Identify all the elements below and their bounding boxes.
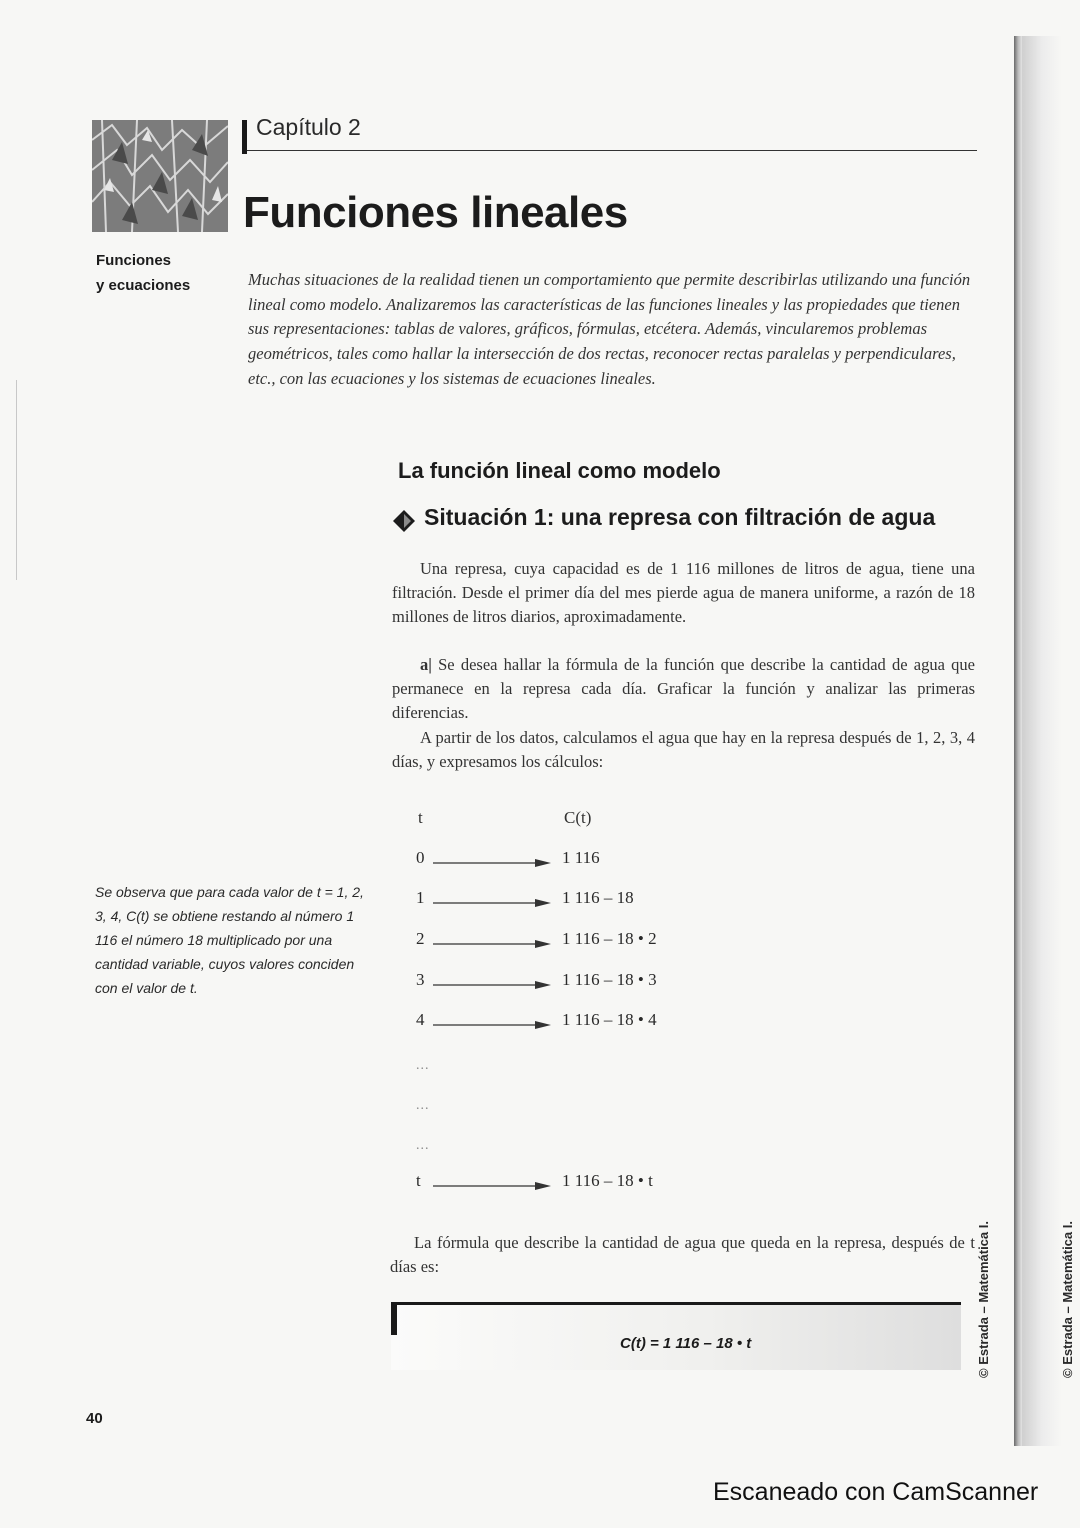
formula: C(t) = 1 116 – 18 • t (620, 1335, 752, 1352)
section-heading: La función lineal como modelo (398, 458, 721, 483)
ellipsis: ... (416, 1138, 430, 1153)
arrow-right-icon (433, 940, 551, 948)
table-row (0, 1010, 700, 1034)
row-t-value: 1 (416, 888, 425, 907)
situation-title: Situación 1: una represa con filtración de agua (424, 504, 936, 530)
page-edge-gradient (1022, 36, 1062, 1446)
chapter-title: Funciones lineales (243, 188, 628, 237)
page-edge-shadow (1014, 36, 1022, 1446)
arrow-right-icon (433, 859, 551, 867)
sidenote: Se observa que para cada valor de t = 1, 2, 3, 4, C(t) se obtiene restando al número 1 116 el número 18 multiplicado por una cantidad variable, cuyos valores conciden con el valor de t. (95, 884, 364, 996)
row-c-value: 1 116 (562, 848, 600, 867)
vertical-credit: © Estrada – Matemática I. (976, 1221, 991, 1378)
row-c-value: 1 116 – 18 (562, 888, 634, 907)
tessellation-artwork-icon (92, 120, 228, 232)
chapter-rule (247, 150, 977, 151)
side-topic-line-1: Funciones (96, 252, 172, 269)
arrow-right-icon (433, 981, 551, 989)
side-topic (96, 248, 190, 298)
paragraph-formula-intro: La fórmula que describe la cantidad de agua que queda en la represa, después de t días es: (390, 1233, 975, 1276)
side-topic-line-2: y ecuaciones (96, 277, 191, 294)
formula-box-top-rule (391, 1302, 961, 1305)
item-letter: a| (420, 655, 432, 674)
paragraph-calculation-intro: A partir de los datos, calculamos el agua que hay en la represa después de 1, 2, 3, 4 días, y expresamos los cálculos: (392, 728, 975, 771)
row-c-value: 1 116 – 18 • t (562, 1171, 653, 1190)
formula-box-left-rule (391, 1302, 397, 1335)
row-t-value: 4 (416, 1010, 425, 1029)
intro-paragraph: Muchas situaciones de la realidad tienen un comportamiento que permite describirlas utilizando una función lineal como modelo. Analizaremos las características de las funciones lineales y las propiedades que tienen sus representaciones: tablas de valores, gráficos, fórmulas, etcétera. Además, vincularemos problemas geométricos, tales como hallar la intersección de dos rectas, reconocer rectas paralelas y perpendiculares, etc., con las ecuaciones y los sistemas de ecuaciones lineales. (248, 270, 971, 388)
row-c-value: 1 116 – 18 • 2 (562, 929, 657, 948)
chapter-marker-bar (242, 120, 247, 154)
row-c-value: 1 116 – 18 • 3 (562, 970, 657, 989)
arrow-right-icon (433, 1182, 551, 1190)
scanner-watermark: Escaneado con CamScanner (713, 1478, 1039, 1506)
chapter-image (92, 120, 228, 232)
paragraph-item-a (392, 653, 975, 725)
table-header-t: t (418, 808, 423, 827)
ellipsis: ... (416, 1098, 430, 1113)
vertical-credit-next-page: © Estrada – Matemática I. (1060, 1221, 1075, 1378)
scan-edge-line (16, 380, 17, 580)
ellipsis: ... (416, 1058, 430, 1073)
row-t-value: 3 (416, 970, 425, 989)
table-row-general (0, 1171, 700, 1195)
paragraph-situation: Una represa, cuya capacidad es de 1 116 millones de litros de agua, tiene una filtración. Desde el primer día del mes pierde agua de manera uniforme, a razón de 18 millones de litros diarios, aproximadamente. (392, 559, 975, 626)
row-t-value: t (416, 1171, 421, 1190)
row-t-value: 0 (416, 848, 425, 867)
row-t-value: 2 (416, 929, 425, 948)
arrow-right-icon (433, 899, 551, 907)
table-header-c: C(t) (564, 808, 592, 827)
item-a-text: Se desea hallar la fórmula de la función que describe la cantidad de agua que permanece en la represa cada día. Graficar la función y analizar las primeras diferencias. (392, 655, 975, 722)
table-row (0, 848, 700, 872)
page-number: 40 (86, 1410, 103, 1427)
diamond-bullet-icon (392, 509, 416, 533)
row-c-value: 1 116 – 18 • 4 (562, 1010, 657, 1029)
chapter-label: Capítulo 2 (256, 114, 361, 140)
arrow-right-icon (433, 1021, 551, 1029)
